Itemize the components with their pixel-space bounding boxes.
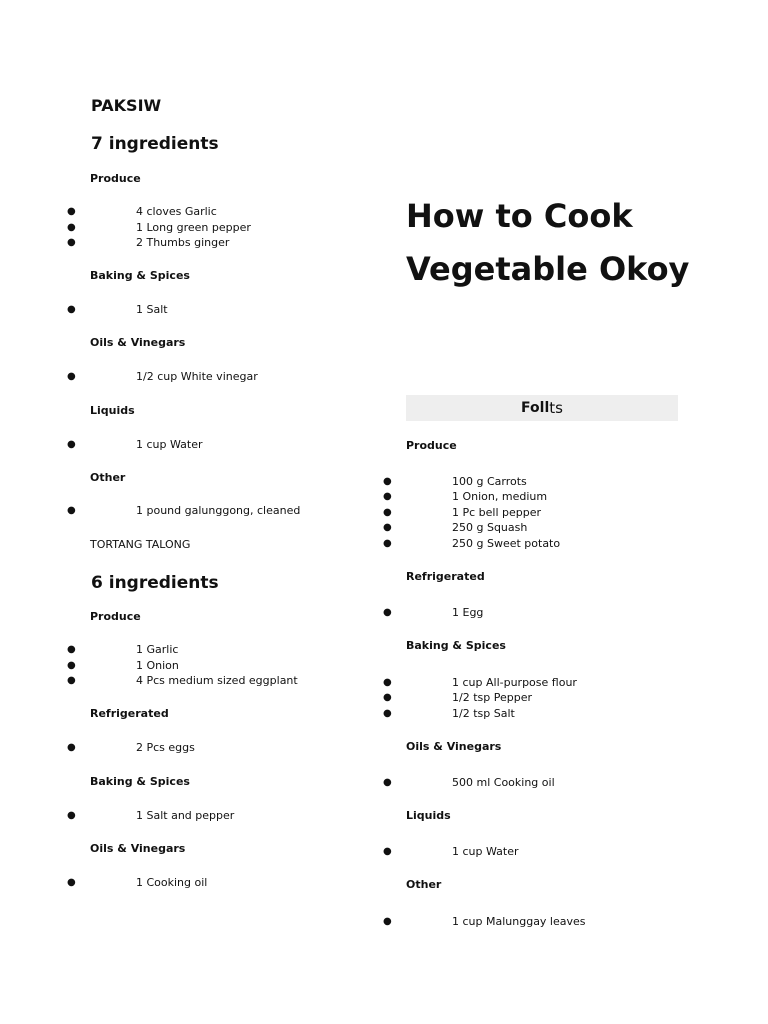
bullet-icon: ● xyxy=(67,371,76,382)
category-heading: Oils & Vinegars xyxy=(406,740,502,753)
list-item: 4 Pcs medium sized eggplant xyxy=(136,674,298,687)
list-item: 1 Onion xyxy=(136,659,179,672)
list-item: 1 cup Malunggay leaves xyxy=(452,915,586,928)
ingredient-count: 6 ingredients xyxy=(91,573,219,593)
list-item: 1/2 cup White vinegar xyxy=(136,370,258,383)
category-heading: Other xyxy=(406,878,442,891)
category-heading: Baking & Spices xyxy=(90,269,190,282)
list-item: 250 g Sweet potato xyxy=(452,537,561,550)
category-heading: Produce xyxy=(90,172,141,185)
bullet-icon: ● xyxy=(383,916,392,927)
bullet-icon: ● xyxy=(67,505,76,516)
list-item: 1 Onion, medium xyxy=(452,490,548,503)
category-heading: Produce xyxy=(90,610,141,623)
list-item: 2 Thumbs ginger xyxy=(136,236,230,249)
list-item: 1 Cooking oil xyxy=(136,876,208,889)
box-label-suffix: ts xyxy=(549,399,563,417)
category-heading: Liquids xyxy=(90,404,135,417)
bullet-icon: ● xyxy=(383,507,392,518)
recipe-title-okoy-line2: Vegetable Okoy xyxy=(406,250,690,288)
bullet-icon: ● xyxy=(383,522,392,533)
list-item: 1/2 tsp Pepper xyxy=(452,691,532,704)
bullet-icon: ● xyxy=(67,206,76,217)
recipe-title-paksiw: PAKSIW xyxy=(91,96,162,115)
list-item: 1 cup All-purpose flour xyxy=(452,676,577,689)
bullet-icon: ● xyxy=(67,439,76,450)
recipe-title-tortang-talong: TORTANG TALONG xyxy=(90,538,191,551)
list-item: 100 g Carrots xyxy=(452,475,527,488)
category-heading: Refrigerated xyxy=(406,570,485,583)
bullet-icon: ● xyxy=(67,675,76,686)
category-heading: Oils & Vinegars xyxy=(90,842,186,855)
list-item: 1 cup Water xyxy=(136,438,203,451)
category-heading: Produce xyxy=(406,439,457,452)
bullet-icon: ● xyxy=(383,491,392,502)
bullet-icon: ● xyxy=(67,877,76,888)
list-item: 1 cup Water xyxy=(452,845,519,858)
bullet-icon: ● xyxy=(383,692,392,703)
list-item: 1 Pc bell pepper xyxy=(452,506,542,519)
bullet-icon: ● xyxy=(383,777,392,788)
box-label: Foll xyxy=(521,400,550,416)
category-heading: Refrigerated xyxy=(90,707,169,720)
bullet-icon: ● xyxy=(383,677,392,688)
bullet-icon: ● xyxy=(67,660,76,671)
bullet-icon: ● xyxy=(67,810,76,821)
list-item: 1 pound galunggong, cleaned xyxy=(136,504,301,517)
list-item: 4 cloves Garlic xyxy=(136,205,217,218)
list-item: 250 g Squash xyxy=(452,521,528,534)
ingredient-count: 7 ingredients xyxy=(91,134,219,154)
section-header-box xyxy=(406,395,678,421)
list-item: 1 Salt and pepper xyxy=(136,809,235,822)
list-item: 1 Salt xyxy=(136,303,168,316)
category-heading: Other xyxy=(90,471,126,484)
list-item: 1/2 tsp Salt xyxy=(452,707,515,720)
bullet-icon: ● xyxy=(67,742,76,753)
bullet-icon: ● xyxy=(383,607,392,618)
category-heading: Oils & Vinegars xyxy=(90,336,186,349)
list-item: 500 ml Cooking oil xyxy=(452,776,555,789)
bullet-icon: ● xyxy=(67,644,76,655)
category-heading: Baking & Spices xyxy=(90,775,190,788)
bullet-icon: ● xyxy=(383,538,392,549)
recipe-title-okoy-line1: How to Cook xyxy=(406,197,633,235)
list-item: 2 Pcs eggs xyxy=(136,741,195,754)
category-heading: Baking & Spices xyxy=(406,639,506,652)
bullet-icon: ● xyxy=(67,304,76,315)
bullet-icon: ● xyxy=(383,846,392,857)
list-item: 1 Long green pepper xyxy=(136,221,251,234)
bullet-icon: ● xyxy=(383,708,392,719)
bullet-icon: ● xyxy=(67,237,76,248)
category-heading: Liquids xyxy=(406,809,451,822)
bullet-icon: ● xyxy=(67,222,76,233)
bullet-icon: ● xyxy=(383,476,392,487)
list-item: 1 Garlic xyxy=(136,643,179,656)
list-item: 1 Egg xyxy=(452,606,484,619)
